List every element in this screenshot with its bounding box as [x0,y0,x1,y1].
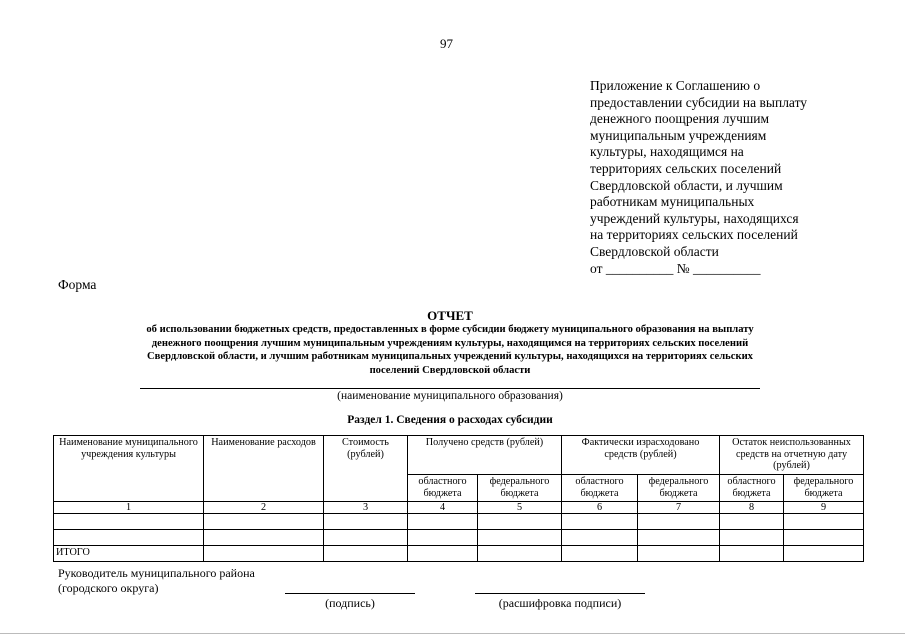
table-cell[interactable] [638,514,720,530]
table-cell[interactable] [324,546,408,562]
section-title: Раздел 1. Сведения о расходах субсидии [347,414,553,426]
table-cell[interactable] [562,530,638,546]
head-of-district-label [58,566,255,595]
header-regional-budget: областного бюджета [562,475,638,502]
head-label-line: Руководитель муниципального района [58,566,255,580]
table-cell[interactable] [638,530,720,546]
header-expense: Наименование расходов [204,436,324,502]
table-cell[interactable] [478,530,562,546]
table-cell[interactable] [720,514,784,530]
table-cell[interactable] [54,514,204,530]
header-institution: Наименование муниципального учреждения культуры [54,436,204,502]
municipality-fill-line[interactable] [140,388,760,389]
header-spent: Фактически израсходовано средств (рублей) [562,436,720,475]
table-cell[interactable] [784,530,864,546]
expense-report-table [53,435,864,562]
table-cell[interactable] [562,514,638,530]
subtitle-line: денежного поощрения лучшим муниципальным учреждениям культуры, находящимся на территориях сельских поселений [151,337,749,349]
appendix-line: на территориях сельских поселений [590,227,798,243]
table-cell[interactable] [478,514,562,530]
table-row [54,530,864,546]
table-cell[interactable] [204,530,324,546]
appendix-line: денежного поощрения лучшим [590,111,770,127]
appendix-line: работникам муниципальных [590,194,755,210]
total-label: ИТОГО [54,546,204,562]
table-cell[interactable] [784,546,864,562]
report-subtitle [60,323,840,377]
signature-decoding-line[interactable] [475,593,645,594]
column-number: 9 [784,502,864,514]
appendix-line: Свердловской области, и лучшим [590,177,783,193]
column-number: 3 [324,502,408,514]
table-cell[interactable] [204,514,324,530]
column-number: 7 [638,502,720,514]
appendix-line: территориях сельских поселений [590,160,782,176]
header-federal-budget: федерального бюджета [638,475,720,502]
header-regional-budget: областного бюджета [720,475,784,502]
subtitle-line: Свердловской области, и лучшим работникам муниципальных учреждений культуры, находящихся на территориях сельских [147,351,753,363]
appendix-note [590,78,850,277]
subtitle-line: об использовании бюджетных средств, предоставленных в форме субсидии бюджету муниципального образования на выплату [146,324,754,335]
header-federal-budget: федерального бюджета [478,475,562,502]
header-regional-budget: областного бюджета [408,475,478,502]
table-cell[interactable] [324,530,408,546]
appendix-line: предоставлении субсидии на выплату [590,94,808,110]
column-number: 8 [720,502,784,514]
table-cell[interactable] [54,530,204,546]
page-edge-divider [0,633,905,634]
header-remaining: Остаток неиспользованных средств на отчетную дату (рублей) [720,436,864,475]
column-number: 2 [204,502,324,514]
column-number: 4 [408,502,478,514]
table-cell[interactable] [720,546,784,562]
subtitle-line: поселений Свердловской области [369,364,531,376]
column-number: 5 [478,502,562,514]
signature-caption: (подпись) [325,596,375,610]
table-cell[interactable] [720,530,784,546]
table-header-row [54,436,864,475]
appendix-line: Свердловской области [590,243,719,259]
page-number: 97 [440,36,453,51]
table-cell[interactable] [784,514,864,530]
table-cell[interactable] [408,514,478,530]
table-cell[interactable] [562,546,638,562]
report-title: ОТЧЕТ [427,308,473,323]
head-label-line: (городского округа) [58,580,159,595]
table-cell[interactable] [638,546,720,562]
table-cell[interactable] [204,546,324,562]
table-cell[interactable] [408,546,478,562]
header-cost: Стоимость (рублей) [324,436,408,502]
column-number: 6 [562,502,638,514]
header-received: Получено средств (рублей) [408,436,562,475]
table-cell[interactable] [408,530,478,546]
signature-line[interactable] [285,593,415,594]
appendix-line: Приложение к Соглашению о [590,78,761,93]
table-cell[interactable] [478,546,562,562]
appendix-line: культуры, находящимся на [590,144,744,160]
header-federal-budget: федерального бюджета [784,475,864,502]
form-label: Форма [58,277,97,292]
appendix-line: муниципальным учреждениям [590,127,767,143]
signature-decoding-caption: (расшифровка подписи) [498,596,622,610]
table-row [54,514,864,530]
column-number-row [54,502,864,514]
total-row [54,546,864,562]
municipality-caption: (наименование муниципального образования) [337,390,563,402]
table-cell[interactable] [324,514,408,530]
appendix-line: учреждений культуры, находящихся [590,210,799,226]
appendix-date-number-line: от __________ № __________ [590,260,761,276]
column-number: 1 [54,502,204,514]
